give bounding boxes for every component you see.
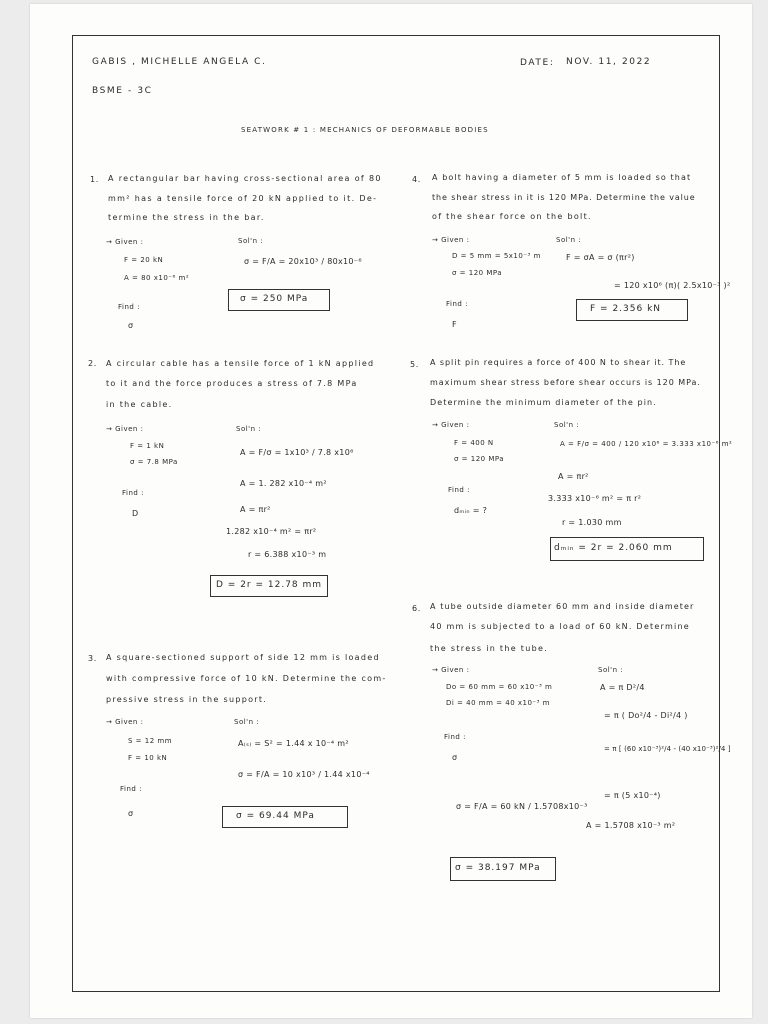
problem-statement-line: of the shear force on the bolt. — [432, 212, 592, 221]
solution-line: F = σA = σ (πr²) — [566, 253, 635, 262]
date-label: DATE: — [520, 58, 555, 68]
given-item: S = 12 mm — [128, 737, 173, 745]
given-item: Di = 40 mm = 40 x10⁻³ m — [446, 699, 550, 707]
find-label: Find : — [444, 733, 466, 741]
find-label: Find : — [446, 300, 468, 308]
solution-line: σ = F/A = 60 kN / 1.5708x10⁻³ — [456, 802, 588, 811]
find-value: F — [452, 320, 457, 329]
problem-statement-line: 40 mm is subjected to a load of 60 kN. Determine — [430, 622, 690, 631]
given-item: A = 80 x10⁻⁶ m² — [124, 274, 190, 282]
solution-label: Sol'n : — [238, 237, 264, 245]
given-label: → Given : — [106, 718, 144, 726]
solution-line: A = 1.5708 x10⁻³ m² — [586, 821, 676, 830]
solution-label: Sol'n : — [236, 425, 262, 433]
problem-statement-line: maximum shear stress before shear occurs is 120 MPa. — [430, 378, 701, 387]
solution-line: A = 1. 282 x10⁻⁴ m² — [240, 479, 327, 488]
solution-line: = π ( Do²/4 - Di²/4 ) — [604, 711, 688, 720]
answer: σ = 69.44 MPa — [236, 811, 315, 821]
problem-statement-line: mm² has a tensile force of 20 kN applied to it. De- — [108, 194, 378, 203]
find-label: Find : — [448, 486, 470, 494]
find-label: Find : — [120, 785, 142, 793]
given-item: F = 1 kN — [130, 442, 165, 450]
given-item: F = 10 kN — [128, 754, 168, 762]
problem-statement-line: the stress in the tube. — [430, 644, 549, 653]
given-item: F = 400 N — [454, 439, 494, 447]
solution-line: A₍ₛ₎ = S² = 1.44 x 10⁻⁴ m² — [238, 739, 349, 748]
solution-line: A = F/σ = 1x10³ / 7.8 x10⁶ — [240, 448, 354, 457]
given-item: F = 20 kN — [124, 256, 164, 264]
solution-line: 1.282 x10⁻⁴ m² = πr² — [226, 527, 317, 536]
answer: σ = 38.197 MPa — [455, 863, 541, 873]
problem-number: 1. — [90, 175, 99, 184]
find-value: dₘᵢₙ = ? — [454, 506, 488, 515]
problem-number: 5. — [410, 360, 419, 369]
solution-label: Sol'n : — [556, 236, 582, 244]
problem-statement-line: Determine the minimum diameter of the pin. — [430, 398, 657, 407]
solution-line: A = π D²/4 — [600, 683, 645, 692]
given-label: → Given : — [432, 666, 470, 674]
answer: σ = 250 MPa — [240, 294, 309, 304]
find-label: Find : — [122, 489, 144, 497]
page-title: SEATWORK # 1 : MECHANICS OF DEFORMABLE BODIES — [241, 126, 489, 134]
given-item: D = 5 mm = 5x10⁻³ m — [452, 252, 541, 260]
solution-line: r = 1.030 mm — [562, 518, 622, 527]
solution-line: A = πr² — [558, 472, 589, 481]
problem-statement-line: A circular cable has a tensile force of 1 kN applied — [106, 359, 375, 368]
problem-statement-line: the shear stress in it is 120 MPa. Determine the value — [432, 193, 696, 202]
find-value: D — [132, 509, 139, 518]
find-label: Find : — [118, 303, 140, 311]
solution-line: = π (5 x10⁻⁴) — [604, 791, 661, 800]
problem-statement-line: A tube outside diameter 60 mm and inside diameter — [430, 602, 695, 611]
solution-line: A = πr² — [240, 505, 271, 514]
given-item: σ = 120 MPa — [454, 455, 505, 463]
solution-line: = π [ (60 x10⁻³)²/4 - (40 x10⁻³)²/4 ] — [604, 745, 731, 753]
find-value: σ — [452, 753, 458, 762]
given-label: → Given : — [432, 421, 470, 429]
find-value: σ — [128, 809, 134, 818]
solution-label: Sol'n : — [234, 718, 260, 726]
problem-number: 4. — [412, 175, 421, 184]
problem-statement-line: to it and the force produces a stress of 7.8 MPa — [106, 379, 358, 388]
answer: F = 2.356 kN — [590, 304, 662, 314]
given-item: σ = 120 MPa — [452, 269, 503, 277]
find-value: σ — [128, 321, 134, 330]
problem-statement-line: with compressive force of 10 kN. Determine the com- — [106, 674, 387, 683]
answer: D = 2r = 12.78 mm — [216, 580, 323, 590]
given-item: σ = 7.8 MPa — [130, 458, 178, 466]
problem-statement-line: pressive stress in the support. — [106, 695, 268, 704]
given-item: Do = 60 mm = 60 x10⁻³ m — [446, 683, 553, 691]
problem-statement-line: A rectangular bar having cross-sectional area of 80 — [108, 174, 382, 183]
answer: dₘᵢₙ = 2r = 2.060 mm — [554, 543, 673, 553]
problem-number: 6. — [412, 604, 421, 613]
solution-line: σ = F/A = 10 x10³ / 1.44 x10⁻⁴ — [238, 770, 370, 779]
given-label: → Given : — [106, 425, 144, 433]
date-value: NOV. 11, 2022 — [566, 57, 652, 67]
problem-statement-line: A split pin requires a force of 400 N to shear it. The — [430, 358, 687, 367]
given-label: → Given : — [106, 238, 144, 246]
problem-statement-line: A square-sectioned support of side 12 mm is loaded — [106, 653, 380, 662]
problem-number: 2. — [88, 359, 97, 368]
solution-label: Sol'n : — [598, 666, 624, 674]
solution-line: = 120 x10⁶ (π)( 2.5x10⁻³ )² — [614, 281, 731, 290]
problem-statement-line: in the cable. — [106, 400, 173, 409]
solution-label: Sol'n : — [554, 421, 580, 429]
section: BSME - 3C — [92, 86, 153, 96]
problem-number: 3. — [88, 654, 97, 663]
problem-statement-line: A bolt having a diameter of 5 mm is loaded so that — [432, 173, 692, 182]
given-label: → Given : — [432, 236, 470, 244]
problem-statement-line: termine the stress in the bar. — [108, 213, 265, 222]
student-name: GABIS , MICHELLE ANGELA C. — [92, 57, 267, 67]
solution-line: r = 6.388 x10⁻³ m — [248, 550, 327, 559]
solution-line: 3.333 x10⁻⁶ m² = π r² — [548, 494, 642, 503]
solution-line: σ = F/A = 20x10³ / 80x10⁻⁶ — [244, 257, 362, 266]
solution-line: A = F/σ = 400 / 120 x10⁶ = 3.333 x10⁻⁶ m² — [560, 440, 733, 448]
